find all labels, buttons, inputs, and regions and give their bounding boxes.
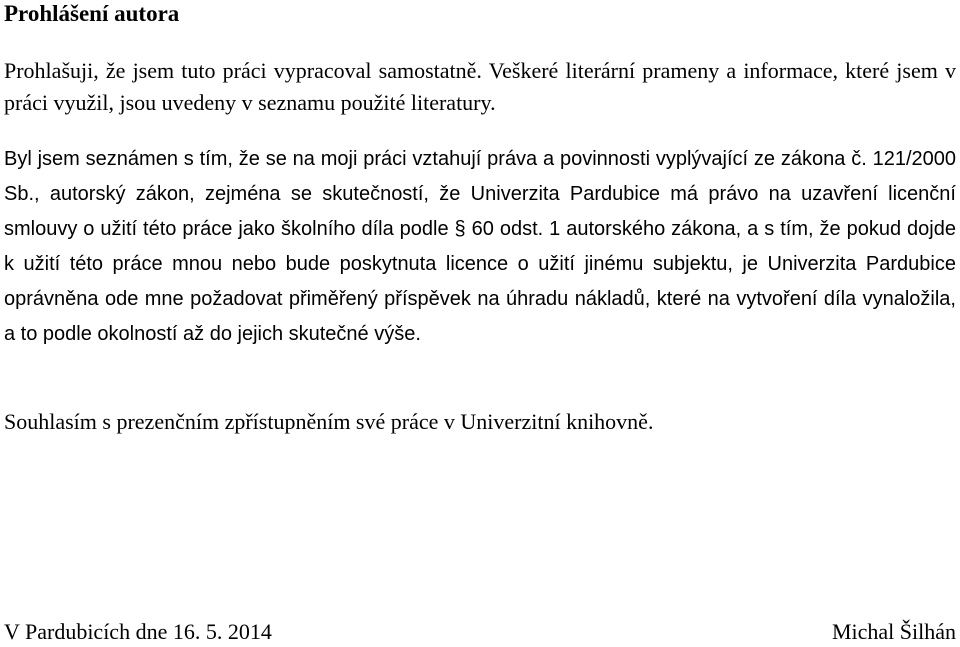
author-name: Michal Šilhán	[831, 619, 956, 644]
declaration-paragraph-library-consent: Souhlasím s prezenčním zpřístupněním své práce v Univerzitní knihovně.	[4, 409, 654, 434]
place-and-date: V Pardubicích dne 16. 5. 2014	[4, 619, 272, 644]
declaration-paragraph-originality: Prohlašuji, že jsem tuto práci vypracoval samostatně. Veškeré literární prameny a informace, které jsem v práci využil, jsou uvedeny v seznamu použité literatury.	[4, 58, 956, 115]
declaration-paragraph-license: Byl jsem seznámen s tím, že se na moji práci vztahují práva a povinnosti vyplývající ze zákona č. 121/2000 Sb., autorský zákon, zejména se skutečností, že Univerzita Pardubice má právo na uzavření licenční smlouvy o užití této práce jako školního díla podle § 60 odst. 1 autorského zákona, a s tím, že pokud dojde k užití této práce mnou nebo bude poskytnuta licence o užití jinému subjektu, je Univerzita Pardubice oprávněna ode mne požadovat přiměřený příspěvek na úhradu nákladů, které na vytvoření díla vynaložila, a to podle okolností až do jejich skutečné výše.	[4, 148, 956, 345]
declaration-heading: Prohlášení autora	[4, 1, 180, 26]
